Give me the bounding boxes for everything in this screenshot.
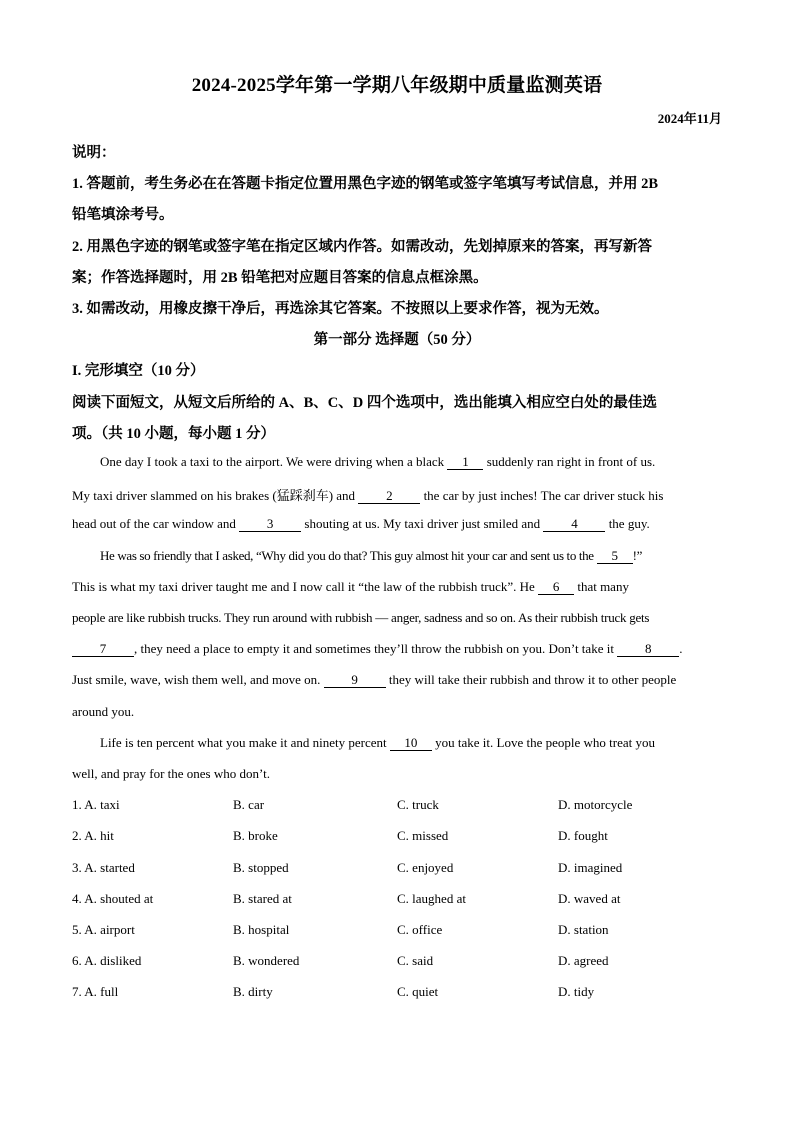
blank-2: 2: [358, 489, 420, 504]
question-row: [72, 828, 722, 846]
passage-text: !”: [632, 548, 643, 563]
passage-line: [72, 516, 722, 532]
passage-text: they will take their rubbish and throw it to other people: [385, 672, 677, 687]
question-row: [72, 984, 722, 1002]
passage-text: .: [679, 641, 683, 656]
instruction-2-line-1: 2. 用黑色字迹的钢笔或签字笔在指定区域内作答。如需改动，先划掉原来的答案，再写新答: [72, 239, 652, 255]
directions-line-2: 项。（共 10 小题，每小题 1 分）: [72, 426, 275, 442]
blank-3: 3: [239, 517, 301, 532]
option-c: C. said: [397, 953, 434, 968]
passage-text: suddenly ran right in front of us.: [483, 454, 656, 469]
part-heading: 第一部分 选择题（50 分）: [313, 332, 481, 348]
option-a: 7. A. full: [72, 984, 119, 999]
option-c: C. office: [397, 922, 443, 937]
question-row: [72, 953, 722, 971]
passage-text: This is what my taxi driver taught me and I now call it “the law of the rubbish truck”. He: [72, 579, 539, 594]
directions-line-1: 阅读下面短文，从短文后所给的 A、B、C、D 四个选项中，选出能填入相应空白处的最佳选: [72, 395, 657, 411]
option-a: 1. A. taxi: [72, 797, 120, 812]
option-d: D. tidy: [558, 984, 595, 999]
option-a: 3. A. started: [72, 860, 135, 875]
passage-text: the guy.: [605, 516, 650, 531]
option-d: D. agreed: [558, 953, 609, 968]
section-title: I. 完形填空（10 分）: [72, 363, 205, 379]
passage-text: you take it. Love the people who treat you: [431, 735, 655, 750]
option-c: C. laughed at: [397, 891, 466, 906]
passage-line: [72, 548, 750, 564]
question-row: [72, 797, 722, 815]
passage-text: One day I took a taxi to the airport. We were driving when a black: [100, 454, 448, 469]
passage-text: My taxi driver slammed on his brakes (猛踩刹车) and: [72, 488, 359, 503]
instruction-2-line-2: 案；作答选择题时，用 2B 铅笔把对应题目答案的信息点框涂黑。: [72, 270, 488, 286]
option-c: C. enjoyed: [397, 860, 454, 875]
passage-text: Just smile, wave, wish them well, and move on.: [72, 672, 324, 687]
passage-line: [72, 672, 722, 688]
option-d: D. motorcycle: [558, 797, 633, 812]
blank-8: 8: [617, 642, 679, 657]
passage-line: well, and pray for the ones who don’t.: [72, 766, 270, 781]
instruction-1-line-2: 铅笔填涂考号。: [72, 207, 174, 223]
option-c: C. truck: [397, 797, 439, 812]
question-row: [72, 922, 722, 940]
passage-text: shouting at us. My taxi driver just smiled and: [301, 516, 544, 531]
blank-10: 10: [390, 736, 432, 751]
option-d: D. waved at: [558, 891, 621, 906]
passage-text: head out of the car window and: [72, 516, 240, 531]
blank-6: 6: [538, 580, 574, 595]
option-a: 5. A. airport: [72, 922, 135, 937]
blank-7: 7: [72, 642, 134, 657]
passage-line: [72, 454, 750, 470]
option-d: D. station: [558, 922, 609, 937]
instructions-heading: 说明：: [72, 145, 116, 161]
option-b: B. stared at: [233, 891, 292, 906]
option-b: B. hospital: [233, 922, 290, 937]
passage-line: around you.: [72, 704, 135, 719]
option-b: B. stopped: [233, 860, 289, 875]
passage-text: He was so friendly that I asked, “Why did you do that? This guy almost hit your car and sent us to the: [100, 548, 597, 563]
exam-title: 2024-2025学年第一学期八年级期中质量监测英语: [191, 75, 603, 96]
blank-9: 9: [324, 673, 386, 688]
option-b: B. wondered: [233, 953, 300, 968]
blank-5: 5: [597, 549, 633, 564]
question-row: [72, 860, 722, 878]
instruction-3: 3. 如需改动，用橡皮擦干净后，再选涂其它答案。不按照以上要求作答，视为无效。: [72, 301, 609, 317]
option-b: B. broke: [233, 828, 278, 843]
passage-text: , they need a place to empty it and sometimes they’ll throw the rubbish on you. Don’t take it: [134, 641, 618, 656]
passage-line: people are like rubbish trucks. They run around with rubbish — anger, sadness and so on. As their rubbish truck gets: [72, 610, 650, 625]
passage-line: [72, 579, 722, 595]
option-d: D. imagined: [558, 860, 623, 875]
option-b: B. dirty: [233, 984, 273, 999]
option-a: 2. A. hit: [72, 828, 114, 843]
passage-line: [72, 735, 750, 751]
blank-4: 4: [543, 517, 605, 532]
question-row: [72, 891, 722, 909]
passage-text: Life is ten percent what you make it and ninety percent: [100, 735, 390, 750]
option-b: B. car: [233, 797, 265, 812]
passage-text: the car by just inches! The car driver stuck his: [420, 488, 664, 503]
option-c: C. quiet: [397, 984, 439, 999]
option-a: 6. A. disliked: [72, 953, 142, 968]
exam-date: 2024年11月: [657, 111, 722, 126]
instruction-1-line-1: 1. 答题前，考生务必在在答题卡指定位置用黑色字迹的钢笔或签字笔填写考试信息，并用 2B: [72, 176, 659, 192]
blank-1: 1: [447, 455, 483, 470]
passage-text: that many: [574, 579, 629, 594]
option-a: 4. A. shouted at: [72, 891, 154, 906]
option-c: C. missed: [397, 828, 449, 843]
option-d: D. fought: [558, 828, 608, 843]
passage-line: [72, 485, 722, 504]
passage-line: [72, 641, 722, 657]
